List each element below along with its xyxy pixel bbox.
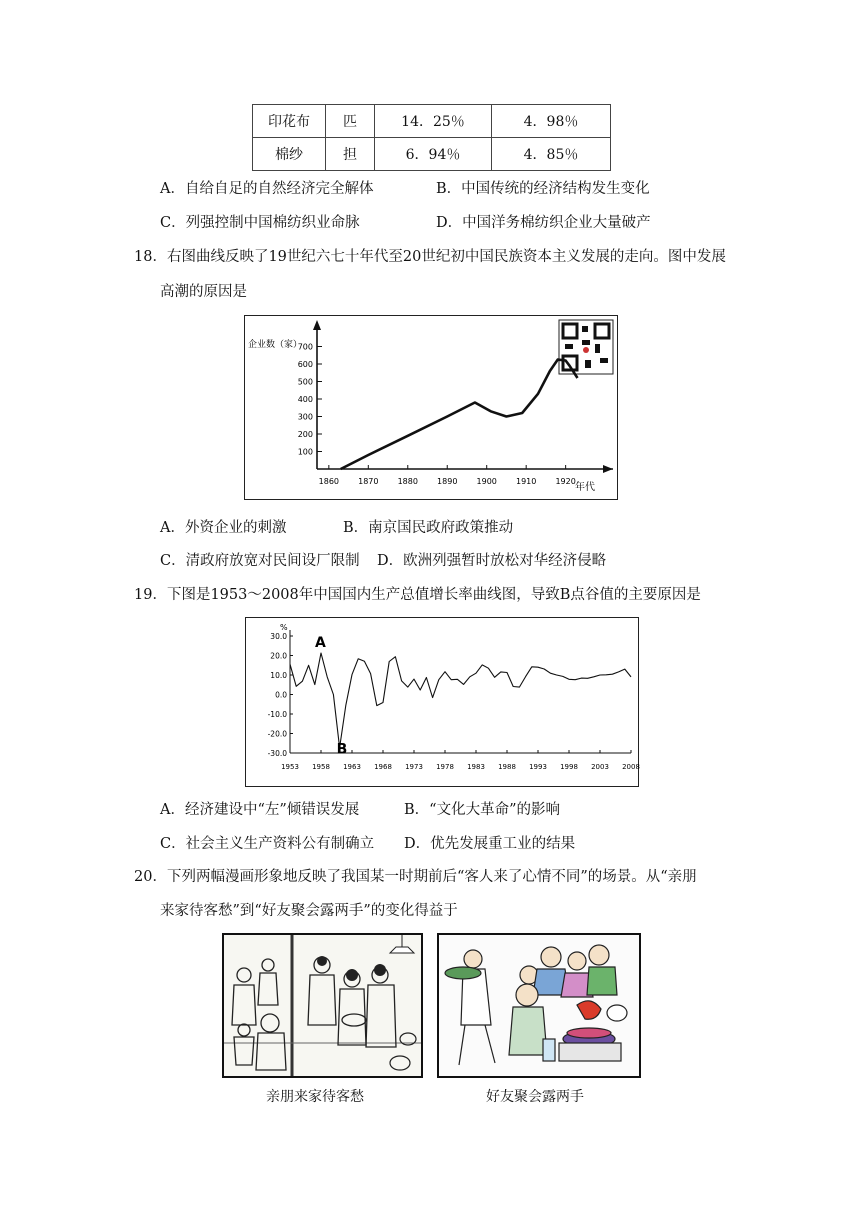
- x-axis-title: 年代: [575, 482, 595, 493]
- y-tick-label: -20.0: [267, 729, 287, 739]
- y-axis-title: 企业数（家）: [248, 340, 303, 350]
- y-axis-arrow-icon: [313, 320, 321, 330]
- table-cell: 14．25％: [375, 105, 492, 138]
- q17-option-a: A．自给自足的自然经济完全解体: [160, 181, 374, 197]
- q20-stem-line1: 20．下列两幅漫画形象地反映了我国某一时期前后“客人来了心情不同”的场景。从“亲朋: [134, 869, 697, 885]
- qr-code-icon: [559, 320, 613, 374]
- x-tick-label: 1998: [560, 763, 578, 771]
- table-cell: 6．94％: [375, 138, 492, 171]
- x-tick-label: 1963: [343, 763, 361, 771]
- x-tick-label: 1983: [467, 763, 485, 771]
- y-tick-label: 0.0: [275, 690, 287, 700]
- x-tick-label: 1870: [358, 477, 379, 486]
- y-tick-label: -30.0: [267, 749, 287, 758]
- enterprise-chart-svg: [245, 316, 617, 499]
- x-tick-label: 1973: [405, 763, 423, 771]
- q20-stem-line2: 来家待客愁”到“好友聚会露两手”的变化得益于: [160, 903, 458, 919]
- q18-option-b: B．南京国民政府政策推动: [343, 520, 514, 536]
- x-axis-arrow-icon: [603, 465, 613, 473]
- q19-option-a: A．经济建设中“左”倾错误发展: [160, 802, 360, 818]
- caption-left: 亲朋来家待客愁: [266, 1089, 364, 1105]
- data-table: [252, 104, 611, 171]
- x-tick-label: 1953: [281, 763, 299, 771]
- cartoon-right-illustration: [439, 935, 639, 1076]
- table-cell: 4．98％: [492, 105, 611, 138]
- x-tick-label: 1910: [515, 477, 537, 486]
- x-tick-label: 1978: [436, 763, 454, 771]
- table-cell: 担: [326, 138, 375, 171]
- y-tick-label: 300: [297, 412, 313, 422]
- y-tick-label: 100: [297, 447, 313, 457]
- y-tick-label: -10.0: [267, 710, 287, 719]
- table-cell: 匹: [326, 105, 375, 138]
- x-tick-label: 1968: [374, 763, 392, 771]
- cartoon-right: [437, 933, 641, 1078]
- y-axis-unit: %: [280, 623, 288, 632]
- q17-option-c: C．列强控制中国棉纺织业命脉: [160, 215, 360, 231]
- y-tick-label: 700: [297, 342, 313, 352]
- q19-option-b: B．“文化大革命”的影响: [404, 802, 560, 818]
- q18-option-c: C．清政府放宽对民间设厂限制: [160, 553, 360, 569]
- x-tick-label: 1880: [397, 477, 418, 486]
- table-cell: 4．85％: [492, 138, 611, 171]
- x-tick-label: 1920: [555, 477, 576, 486]
- table-cell: 棉纱: [253, 138, 326, 171]
- q18-option-a: A．外资企业的刺激: [160, 520, 287, 536]
- y-tick-label: 30.0: [270, 632, 287, 641]
- x-tick-label: 1860: [318, 477, 340, 486]
- q18-stem-line1: 18．右图曲线反映了19世纪六七十年代至20世纪初中国民族资本主义发展的走向。图中发展: [134, 249, 726, 265]
- table-row: [253, 105, 611, 138]
- x-tick-label: 2008: [622, 763, 640, 771]
- table-cell: 印花布: [253, 105, 326, 138]
- y-tick-label: 500: [297, 377, 313, 387]
- y-tick-label: 20.0: [270, 651, 287, 661]
- q19-option-c: C．社会主义生产资料公有制确立: [160, 836, 375, 852]
- caption-right: 好友聚会露两手: [486, 1089, 584, 1105]
- x-tick-label: 1993: [529, 763, 547, 771]
- q18-option-d: D．欧洲列强暂时放松对华经济侵略: [377, 553, 607, 569]
- y-tick-label: 200: [297, 430, 313, 439]
- y-tick-label: 10.0: [270, 671, 287, 680]
- enterprise-chart: [244, 315, 618, 500]
- x-tick-label: 2003: [591, 763, 609, 771]
- annotation-label-a: A: [315, 634, 326, 651]
- gdp-growth-chart: [245, 617, 639, 787]
- x-tick-label: 1900: [476, 477, 497, 486]
- y-tick-label: 400: [297, 395, 313, 404]
- x-tick-label: 1988: [498, 763, 516, 771]
- series-line: [290, 653, 631, 748]
- q17-option-b: B．中国传统的经济结构发生变化: [436, 181, 650, 197]
- annotation-label-b: B: [336, 741, 348, 758]
- cartoon-left-illustration: [224, 935, 421, 1076]
- gdp-growth-chart-svg: [246, 618, 638, 786]
- q18-stem-line2: 高潮的原因是: [160, 284, 247, 300]
- y-tick-label: 600: [297, 360, 313, 369]
- x-tick-label: 1890: [437, 477, 458, 486]
- x-tick-label: 1958: [312, 763, 330, 771]
- cartoon-left: [222, 933, 423, 1078]
- series-line: [341, 360, 578, 469]
- q19-stem: 19．下图是1953～2008年中国国内生产总值增长率曲线图，导致B点谷值的主要原因是: [134, 587, 701, 603]
- q17-option-d: D．中国洋务棉纺织企业大量破产: [436, 215, 651, 231]
- q19-option-d: D．优先发展重工业的结果: [404, 836, 576, 852]
- table-row: [253, 138, 611, 171]
